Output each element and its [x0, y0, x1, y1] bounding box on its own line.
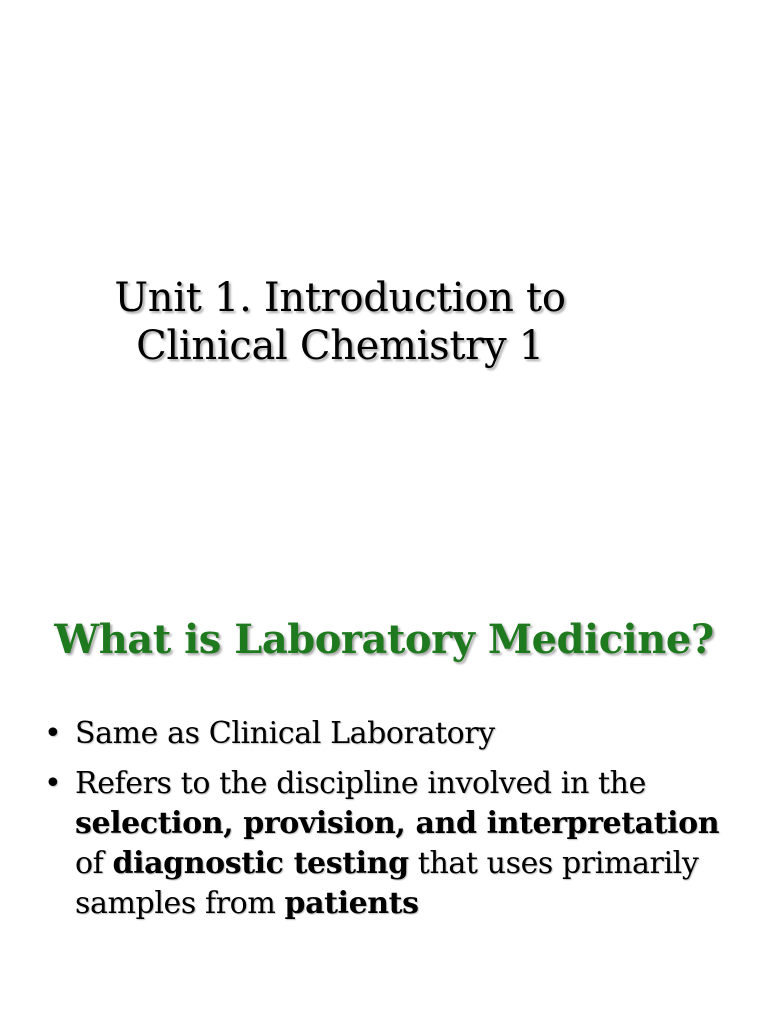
- bullet-item-2: [40, 764, 750, 924]
- slide-title-line-2: Clinical Chemistry 1: [136, 323, 544, 369]
- bullet-item-1: [40, 714, 750, 754]
- bullet-text-bold: selection, provision, and interpretation: [75, 806, 720, 841]
- section-heading: What is Laboratory Medicine?: [54, 616, 714, 663]
- bullet-text-part: Refers to the discipline involved in the: [75, 766, 646, 801]
- bullet-text-part: of: [75, 846, 113, 881]
- slide-title-line-1: Unit 1. Introduction to: [114, 275, 566, 321]
- bullet-text: Same as Clinical Laboratory: [75, 716, 495, 751]
- bullet-list: [40, 714, 750, 934]
- bullet-marker: •: [44, 716, 62, 751]
- bullet-marker: •: [44, 766, 62, 801]
- bullet-text-bold: diagnostic testing: [112, 846, 409, 881]
- bullet-text-part: that uses primarily samples from: [75, 846, 699, 921]
- slide-title: [60, 274, 620, 370]
- bullet-text-bold: patients: [284, 886, 419, 921]
